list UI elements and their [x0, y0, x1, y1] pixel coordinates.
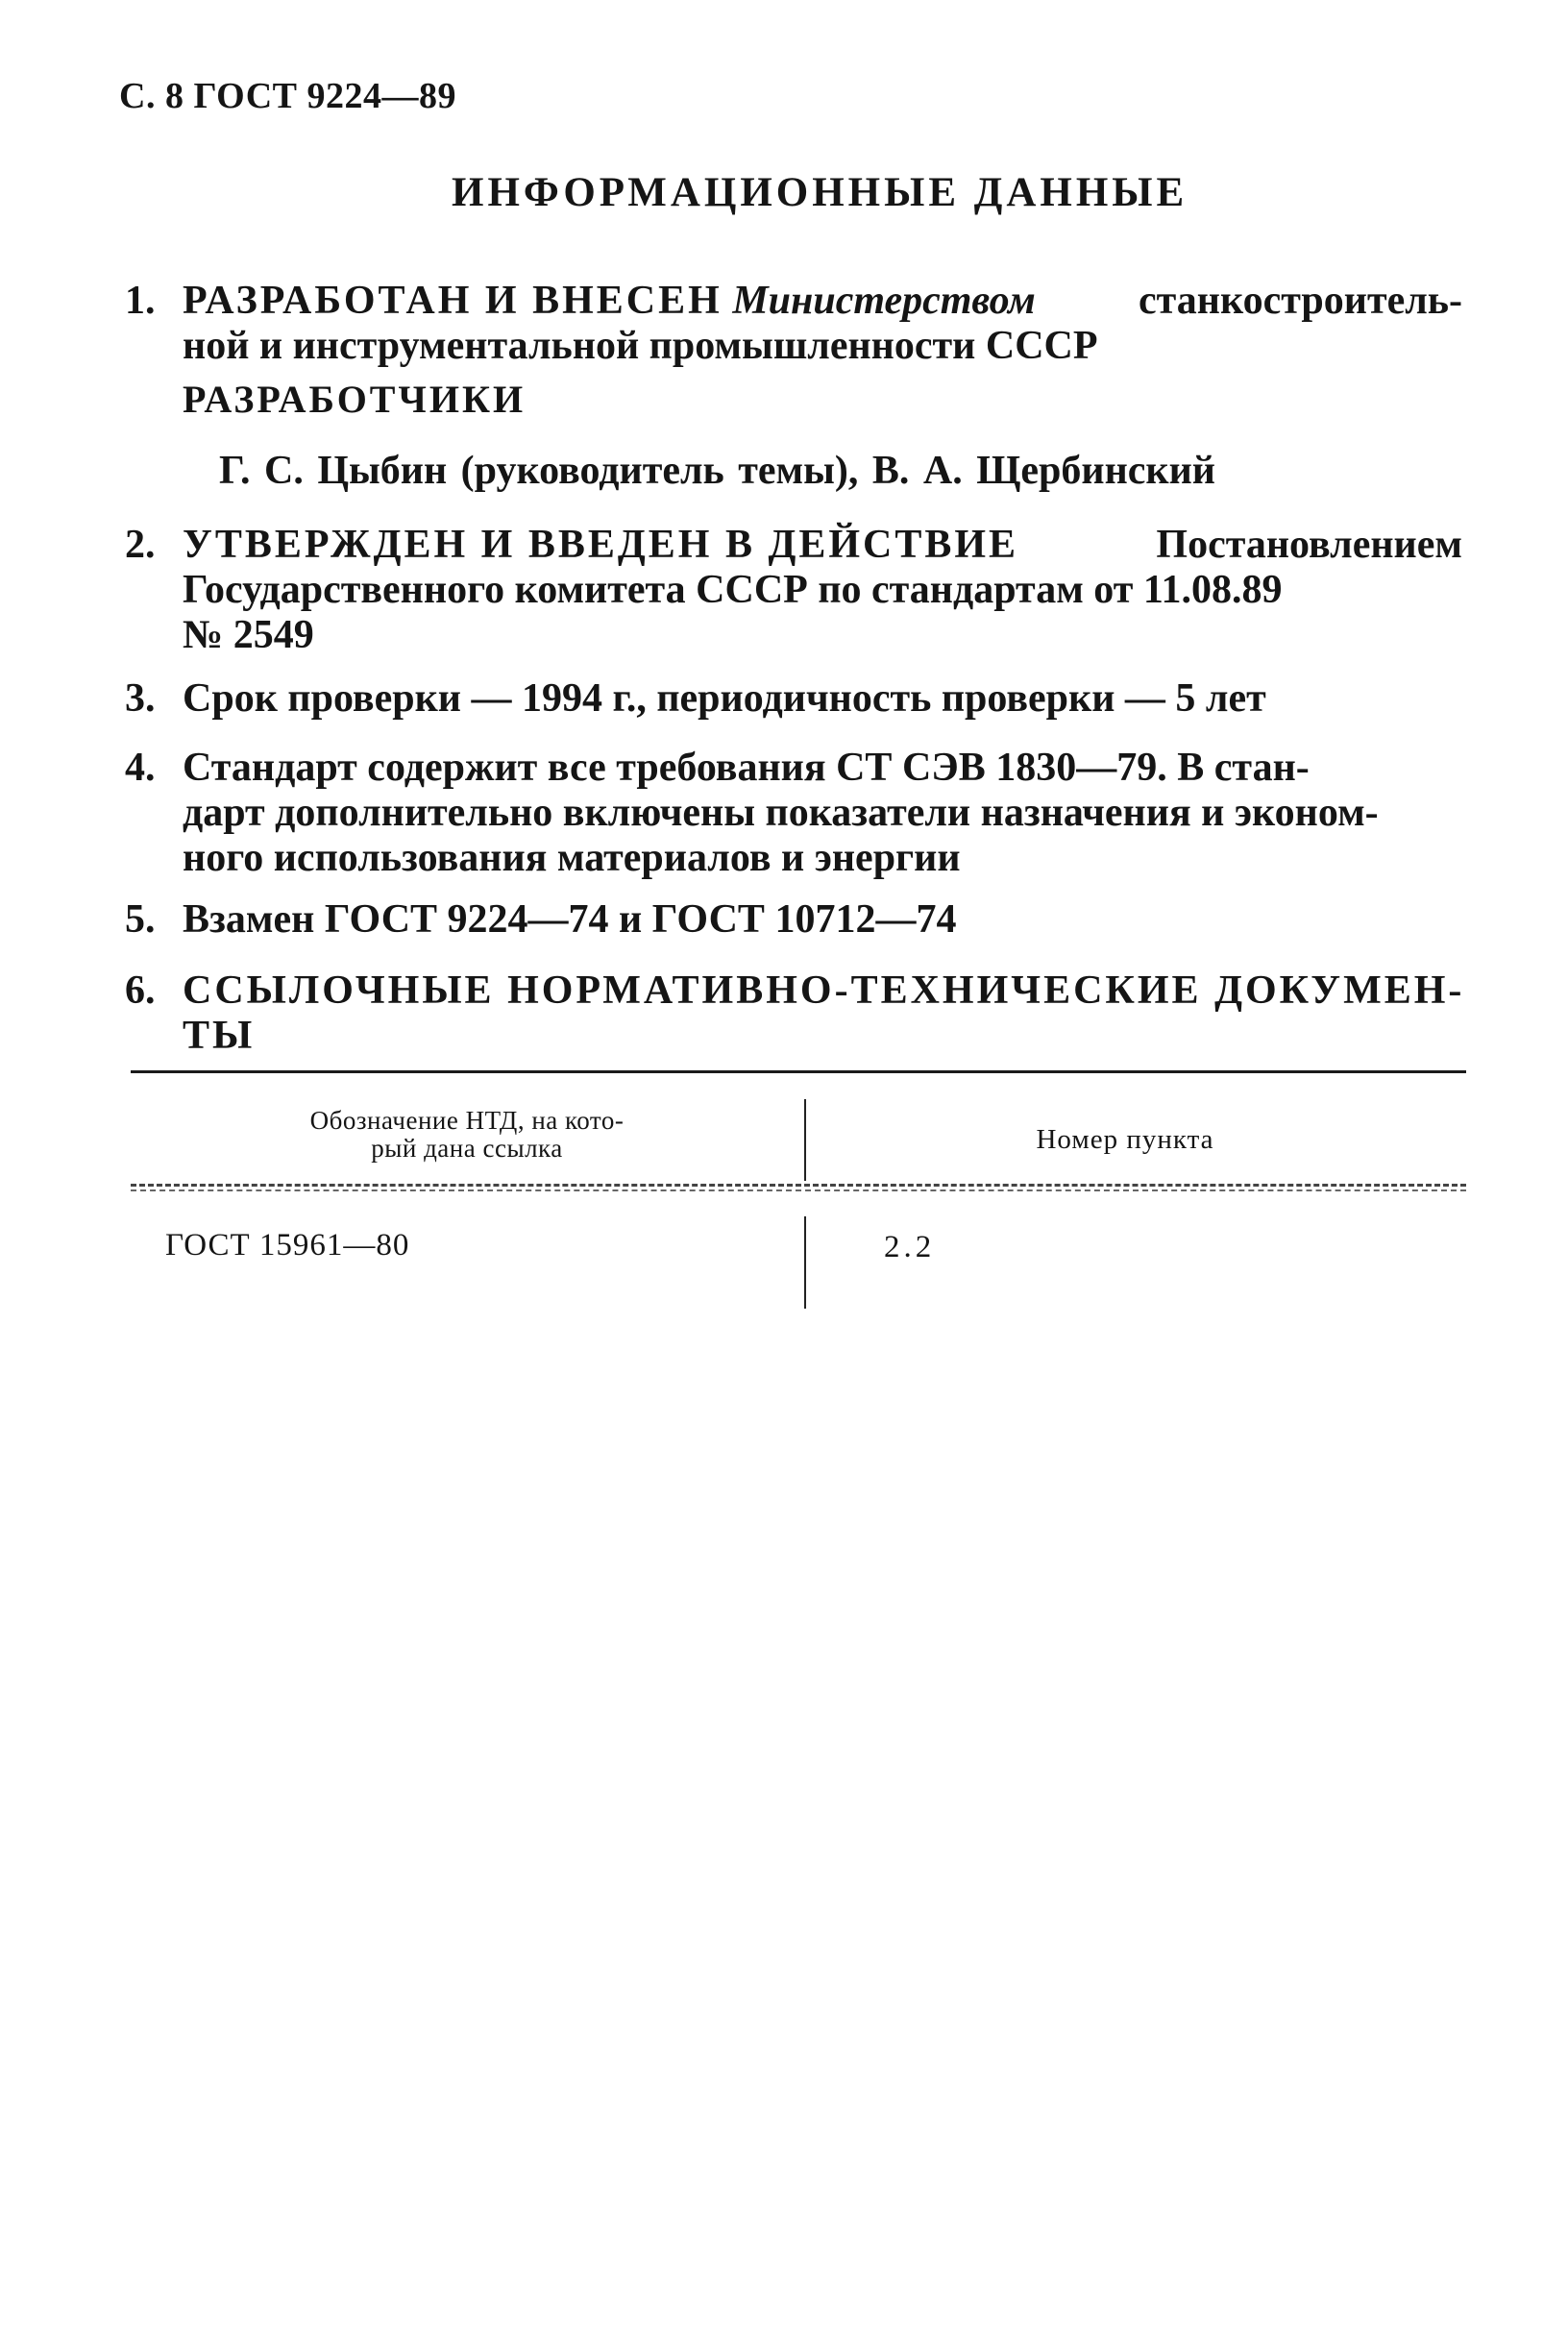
table-header-designation-line-1: Обозначение НТД, на кото-	[309, 1106, 625, 1135]
item-3	[125, 676, 1470, 722]
item-6-line-2: ТЫ	[183, 1014, 256, 1058]
table-header-rule	[131, 1184, 1466, 1187]
table-cell-clause: 2.2	[884, 1230, 936, 1264]
item-1-text-b: станкостроитель-	[1138, 279, 1462, 323]
item-2-number: 2.	[125, 523, 156, 567]
item-4-number: 4.	[125, 746, 156, 790]
item-6-number: 6.	[125, 968, 156, 1013]
table-header-clause: Номер пункта	[1036, 1124, 1214, 1155]
table-top-rule	[131, 1070, 1466, 1073]
item-3-number: 3.	[125, 676, 156, 721]
table-header-designation	[198, 1107, 736, 1163]
table-column-divider-body	[804, 1216, 806, 1309]
table-header-designation-line-2: рый дана ссылка	[371, 1134, 563, 1163]
item-6	[125, 968, 1470, 1059]
table-cell-doc: ГОСТ 15961—80	[165, 1228, 410, 1263]
item-4-line-2: дарт дополнительно включены показатели назначения и эконом-	[183, 791, 1379, 835]
item-2-lead: УТВЕРЖДЕН И ВВЕДЕН В ДЕЙСТВИЕ	[183, 523, 1019, 567]
item-5-number: 5.	[125, 897, 156, 942]
item-4	[125, 746, 1470, 881]
item-2-text-1: Постановлением	[1156, 523, 1462, 567]
item-1	[125, 279, 1470, 369]
item-2-line-3: № 2549	[183, 613, 314, 657]
page-header: С. 8 ГОСТ 9224—89	[119, 76, 456, 116]
item-4-line-3: ного использования материалов и энергии	[183, 836, 961, 880]
item-1-text-a: Министерством	[732, 279, 1036, 323]
item-2	[125, 523, 1470, 658]
developers-heading: РАЗРАБОТЧИКИ	[183, 378, 527, 421]
item-5	[125, 897, 1470, 943]
item-1-lead: РАЗРАБОТАН И ВНЕСЕН	[183, 279, 723, 323]
item-5-text: Взамен ГОСТ 9224—74 и ГОСТ 10712—74	[183, 897, 957, 942]
table-column-divider	[804, 1099, 806, 1181]
table-header-rule-2	[131, 1189, 1466, 1191]
item-6-text-1: ССЫЛОЧНЫЕ НОРМАТИВНО-ТЕХНИЧЕСКИЕ ДОКУМЕН-	[183, 968, 1465, 1013]
reference-table	[131, 1070, 1466, 1320]
item-1-number: 1.	[125, 279, 156, 323]
page-title: ИНФОРМАЦИОННЫЕ ДАННЫЕ	[452, 170, 1188, 215]
item-3-text: Срок проверки — 1994 г., периодичность проверки — 5 лет	[183, 676, 1266, 721]
item-4-text-1: Стандарт содержит все требования СТ СЭВ 1830—79. В стан-	[183, 746, 1310, 790]
developers-names: Г. С. Цыбин (руководитель темы), В. А. Щербинский	[219, 449, 1216, 493]
item-2-line-2: Государственного комитета СССР по стандартам от 11.08.89	[183, 568, 1283, 612]
item-1-line-2: ной и инструментальной промышленности СССР	[183, 324, 1098, 368]
